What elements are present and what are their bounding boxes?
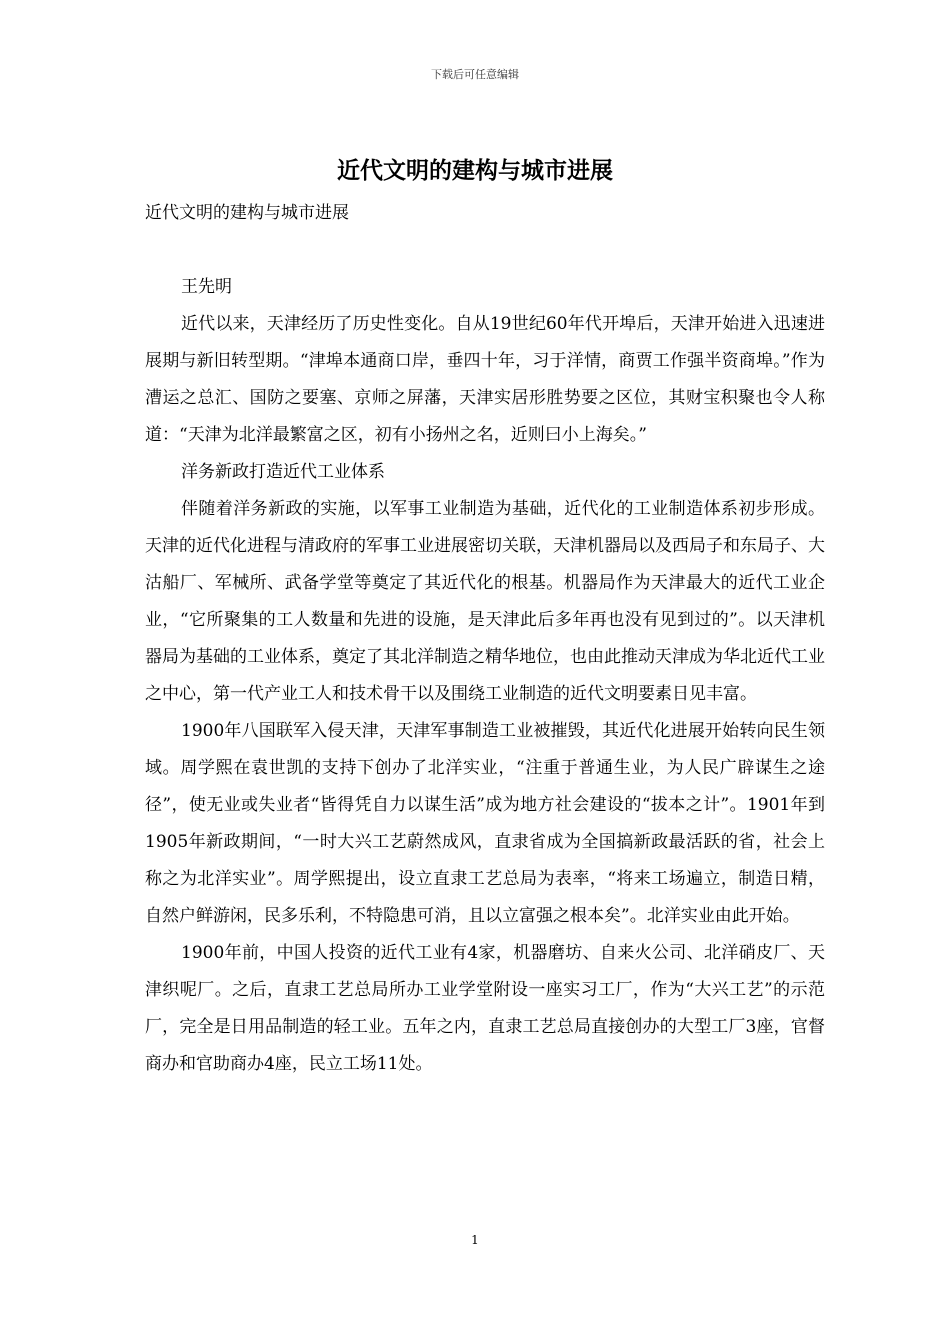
header-note: 下载后可任意编辑 bbox=[431, 68, 519, 81]
paragraph-factories: 1900年前，中国人投资的近代工业有4家，机器磨坊、自来火公司、北洋硝皮厂、天津织呢厂。之后，直隶工艺总局所办工业学堂附设一座实习工厂，作为“大兴工艺”的示范厂，完全是日用品制造的轻工业。五年之内，直隶工艺总局直接创办的大型工厂3座，官督商办和官助商办4座，民立工场11处。 bbox=[145, 943, 825, 1074]
document-subtitle: 近代文明的建构与城市进展 bbox=[145, 203, 349, 223]
blank-line bbox=[145, 232, 825, 269]
document-body bbox=[145, 195, 825, 1083]
paragraph-industry: 伴随着洋务新政的实施，以军事工业制造为基础，近代化的工业制造体系初步形成。天津的近代化进程与清政府的军事工业进展密切关联，天津机器局以及西局子和东局子、大沽船厂、军械所、武备学堂等奠定了其近代化的根基。机器局作为天津最大的近代工业企业，“它所聚集的工人数量和先进的设施，是天津此后多年再也没有见到过的”。以天津机器局为基础的工业体系，奠定了其北洋制造之精华地位，也由此推动天津成为华北近代工业之中心，第一代产业工人和技术骨干以及围绕工业制造的近代文明要素日见丰富。 bbox=[145, 499, 825, 704]
document-title: 近代文明的建构与城市进展 bbox=[337, 157, 613, 184]
page-number: 1 bbox=[471, 1233, 479, 1247]
section-heading: 洋务新政打造近代工业体系 bbox=[181, 462, 385, 482]
author-name: 王先明 bbox=[181, 277, 232, 297]
paragraph-1900: 1900年八国联军入侵天津，天津军事制造工业被摧毁，其近代化进展开始转向民生领域。周学熙在袁世凯的支持下创办了北洋实业，“注重于普通生业，为人民广辟谋生之途径”，使无业或失业者“皆得凭自力以谋生活”成为地方社会建设的“拔本之计”。1901年到1905年新政期间，“一时大兴工艺蔚然成风，直隶省成为全国搞新政最活跃的省，社会上称之为北洋实业”。周学熙提出，设立直隶工艺总局为表率，“将来工场遍立，制造日精，自然户鲜游闲，民多乐利，不特隐患可消，且以立富强之根本矣”。北洋实业由此开始。 bbox=[145, 721, 825, 926]
paragraph-intro: 近代以来，天津经历了历史性变化。自从19世纪60年代开埠后，天津开始进入迅速进展期与新旧转型期。“津埠本通商口岸，垂四十年，习于洋情，商贾工作强半资商埠。”作为漕运之总汇、国防之要塞、京师之屏藩，天津实居形胜势要之区位，其财宝积聚也令人称道：“天津为北洋最繁富之区，初有小扬州之名，近则曰小上海矣。” bbox=[145, 314, 825, 445]
